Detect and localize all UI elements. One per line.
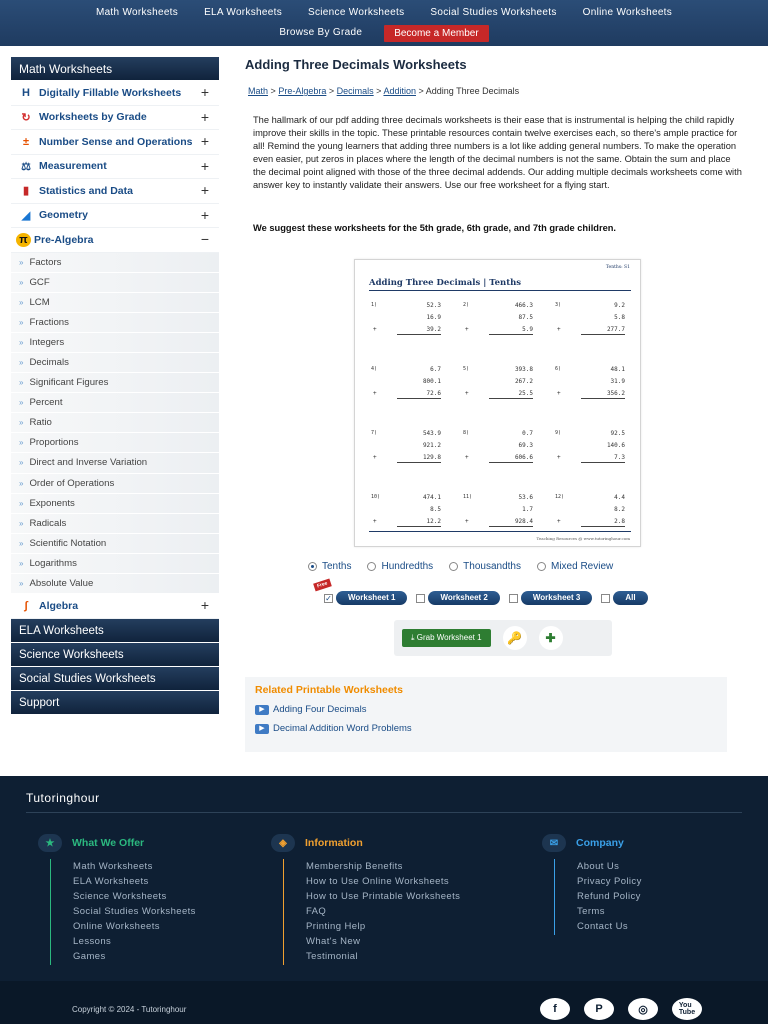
worksheet-1-option[interactable] <box>316 580 407 605</box>
worksheet-2-option[interactable] <box>416 591 499 605</box>
star-icon: ★ <box>38 834 62 852</box>
sum-line <box>397 334 441 335</box>
worksheet-buttons <box>316 580 648 605</box>
sidebar-subitem-label: Scientific Notation <box>29 537 107 549</box>
radio-label: Hundredths <box>381 561 434 572</box>
sidebar-subitem-label: Percent <box>29 397 63 409</box>
problem-addend: 69.3 <box>518 442 533 449</box>
expand-icon[interactable]: + <box>200 597 209 614</box>
footer-column-rule <box>554 859 555 935</box>
answer-key-icon[interactable]: 🔑 <box>503 626 527 650</box>
play-icon: ▶ <box>255 724 269 734</box>
problem-addend: 12.2 <box>426 518 441 525</box>
footer <box>0 776 768 1024</box>
sidebar-subitem-label: Logarithms <box>29 557 77 569</box>
sum-line <box>581 398 625 399</box>
bullet-icon: » <box>19 357 24 367</box>
footer-link[interactable]: How to Use Printable Worksheets <box>306 891 461 902</box>
footer-link[interactable]: Math Worksheets <box>73 861 153 872</box>
problem-addend: 606.6 <box>514 454 533 461</box>
sidebar-subitem[interactable] <box>11 413 219 433</box>
bullet-icon: » <box>19 378 24 388</box>
sidebar-item-algebra[interactable] <box>11 594 219 619</box>
sum-line <box>397 398 441 399</box>
problem-addend: 8.2 <box>614 506 625 513</box>
footer-column-rule <box>283 859 284 965</box>
radio-button[interactable] <box>537 562 546 571</box>
sidebar-item-label: Measurement <box>39 160 107 173</box>
problem-addend: 48.1 <box>610 366 625 373</box>
sidebar-subitem-label: Decimals <box>29 356 69 368</box>
problem-addend: 5.9 <box>522 326 533 333</box>
sidebar-subitem[interactable] <box>11 574 219 594</box>
problem-addend: 277.7 <box>606 326 625 333</box>
problem-number: 4) <box>371 366 378 372</box>
sidebar-subitem[interactable] <box>11 514 219 534</box>
problem-addend: 25.5 <box>518 390 533 397</box>
problem-addend: 87.5 <box>518 314 533 321</box>
breadcrumb-separator: > <box>376 86 382 96</box>
problem-addend: 53.6 <box>518 494 533 501</box>
plus-sign: + <box>465 390 469 397</box>
sidebar-item-worksheets-by-grade[interactable] <box>11 106 219 131</box>
sidebar-subitem-label: Fractions <box>29 316 69 328</box>
sidebar-item-label: Worksheets by Grade <box>39 111 147 124</box>
breadcrumb-addition[interactable]: Addition <box>383 86 416 96</box>
related-worksheets <box>245 677 727 752</box>
problem-addend: 6.7 <box>430 366 441 373</box>
sidebar-item-number-sense[interactable] <box>11 130 219 155</box>
top-navigation <box>0 0 768 46</box>
bullet-icon: » <box>19 518 24 528</box>
sidebar-subitem[interactable] <box>11 474 219 494</box>
footer-column-header <box>542 834 642 852</box>
sidebar-item-label: Pre-Algebra <box>34 233 94 246</box>
bookmark-icon[interactable]: ✚ <box>539 626 563 650</box>
worksheet-problem <box>555 494 625 530</box>
worksheet-problem <box>371 494 441 530</box>
problem-addend: 1.7 <box>522 506 533 513</box>
top-nav-row <box>0 5 768 21</box>
problem-addend: 7.3 <box>614 454 625 461</box>
problem-addend: 928.4 <box>514 518 533 525</box>
problem-addend: 393.8 <box>514 366 533 373</box>
pre-algebra-sublist <box>11 253 219 595</box>
bullet-icon: » <box>19 398 24 408</box>
worksheet-credit: Teaching Resources @ www.tutoringhour.com <box>536 536 630 541</box>
breadcrumb-decimals[interactable]: Decimals <box>336 86 374 96</box>
sidebar-subitem-label: Radicals <box>29 517 67 529</box>
related-adding-four-decimals[interactable] <box>255 704 717 715</box>
footer-link[interactable]: FAQ <box>306 906 327 917</box>
problem-number: 1) <box>371 302 378 308</box>
problem-addend: 72.6 <box>426 390 441 397</box>
all-checkbox[interactable] <box>601 594 610 603</box>
sidebar-header-math[interactable]: Math Worksheets <box>11 57 219 81</box>
problem-addend: 0.7 <box>522 430 533 437</box>
sidebar-subitem[interactable] <box>11 393 219 413</box>
plus-sign: + <box>373 518 377 525</box>
plus-sign: + <box>557 326 561 333</box>
footer-links <box>73 859 196 964</box>
worksheet-3-checkbox[interactable] <box>509 594 518 603</box>
main-content <box>245 57 745 734</box>
expand-icon[interactable]: + <box>200 84 209 100</box>
sidebar-subitem-label: GCF <box>29 276 50 288</box>
all-button[interactable]: All <box>613 591 647 605</box>
worksheet-problem <box>463 494 533 530</box>
problem-number: 9) <box>555 430 562 436</box>
all-option[interactable] <box>601 591 647 605</box>
worksheet-3-option[interactable] <box>509 591 592 605</box>
grade-suggestion: We suggest these worksheets for the 5th grade, 6th grade, and 7th grade children. <box>253 223 617 233</box>
problem-number: 5) <box>463 366 470 372</box>
breadcrumb <box>248 86 519 96</box>
page-title: Adding Three Decimals Worksheets <box>245 57 467 72</box>
problem-addend: 543.9 <box>422 430 441 437</box>
radio-label: Tenths <box>322 561 352 572</box>
copyright-text: Copyright © 2024 - Tutoringhour <box>72 1005 187 1014</box>
worksheet-3-button[interactable]: Worksheet 3 <box>521 591 592 605</box>
sidebar-subitem-label: Order of Operations <box>29 477 115 489</box>
grab-worksheet-button[interactable] <box>402 629 491 647</box>
youtube-icon[interactable]: You Tube <box>672 998 702 1020</box>
footer-link[interactable]: Science Worksheets <box>73 891 167 902</box>
nav-browse-by-grade[interactable]: Browse By Grade <box>279 27 363 38</box>
plus-sign: + <box>373 390 377 397</box>
sidebar-subitem-label: Significant Figures <box>29 377 109 389</box>
radio-tenths[interactable] <box>308 561 351 572</box>
bullet-icon: » <box>19 337 24 347</box>
sidebar-subitem-label: Proportions <box>29 437 79 449</box>
grab-label: Grab Worksheet 1 <box>416 633 482 642</box>
sum-line <box>581 334 625 335</box>
breadcrumb-math[interactable]: Math <box>248 86 269 96</box>
sidebar-subitem[interactable] <box>11 373 219 393</box>
footer-column-header <box>271 834 460 852</box>
problem-number: 12) <box>555 494 565 500</box>
become-member-button[interactable]: Become a Member <box>384 25 488 42</box>
sum-line <box>397 526 441 527</box>
footer-column-company <box>542 834 642 934</box>
worksheet-2-button[interactable]: Worksheet 2 <box>428 591 499 605</box>
sidebar-item-geometry[interactable] <box>11 204 219 229</box>
layers-icon: ◈ <box>271 834 295 852</box>
problem-addend: 356.2 <box>606 390 625 397</box>
footer-divider <box>26 812 742 813</box>
problem-addend: 921.2 <box>422 442 441 449</box>
worksheet-problem <box>463 430 533 466</box>
worksheet-problem <box>463 366 533 402</box>
bullet-icon: » <box>19 538 24 548</box>
sidebar-subitem-label: LCM <box>29 296 50 308</box>
footer-link[interactable]: Testimonial <box>306 951 358 962</box>
worksheet-problem <box>371 302 441 338</box>
radio-button[interactable] <box>449 562 458 571</box>
problem-addend: 92.5 <box>610 430 625 437</box>
footer-link[interactable]: How to Use Online Worksheets <box>306 876 450 887</box>
top-nav-row-2 <box>0 25 768 42</box>
footer-link[interactable]: Printing Help <box>306 921 366 932</box>
worksheet-problem <box>463 302 533 338</box>
sidebar-item-statistics[interactable] <box>11 179 219 204</box>
sidebar-item-label: Algebra <box>39 599 79 612</box>
footer-column-offer <box>38 834 196 964</box>
problem-addend: 466.3 <box>514 302 533 309</box>
problem-addend: 474.1 <box>422 494 441 501</box>
radio-label: Thousandths <box>463 561 521 572</box>
radio-button[interactable] <box>308 562 317 571</box>
footer-link[interactable]: About Us <box>577 861 620 872</box>
bullet-icon: » <box>19 277 24 287</box>
mail-icon: ✉ <box>542 834 566 852</box>
sidebar-subitem-label: Exponents <box>29 497 75 509</box>
plus-sign: + <box>557 518 561 525</box>
footer-link[interactable]: Refund Policy <box>577 891 641 902</box>
sum-line <box>489 526 533 527</box>
footer-link[interactable]: Terms <box>577 906 605 917</box>
bullet-icon: » <box>19 297 24 307</box>
worksheet-problem <box>371 366 441 402</box>
footer-column-title: Information <box>305 837 363 849</box>
plus-sign: + <box>557 390 561 397</box>
footer-brand: Tutoringhour <box>26 791 100 805</box>
sidebar-subitem-label: Integers <box>29 336 65 348</box>
action-bar <box>394 620 612 656</box>
radio-thousandths[interactable] <box>449 561 521 572</box>
fillable-icon: H <box>22 86 30 99</box>
related-label: Decimal Addition Word Problems <box>273 723 412 734</box>
footer-link[interactable]: Membership Benefits <box>306 861 403 872</box>
grade-icon: ↻ <box>21 111 31 124</box>
intro-paragraph: The hallmark of our pdf adding three decimals worksheets is their ease that is instrumental is helping the child rapidly improve their skills in the topic. These printable resources contain twelve exercises each, so there's ample practice for all! Remind the young learners that adding three numbers is a lot like adding general numbers. To make the operation even easier, put zeros in places where the length of the decimal numbers is not the same. Obtain the sum and place the decimal point aligned with those of the three decimal addends. Our adding multiple decimals worksheets come with answer key to instantly validate their answers. Use our free worksheet for a flying start. <box>253 115 742 190</box>
problem-addend: 267.2 <box>514 378 533 385</box>
free-badge: Free <box>313 579 331 592</box>
problem-addend: 4.4 <box>614 494 625 501</box>
bullet-icon: » <box>19 438 24 448</box>
worksheet-footer-rule <box>369 531 631 532</box>
sidebar-subitem[interactable] <box>11 433 219 453</box>
bullet-icon: » <box>19 579 24 588</box>
problem-number: 10) <box>371 494 381 500</box>
nav-online-worksheets[interactable]: Online Worksheets <box>582 7 673 18</box>
sidebar-section-support[interactable]: Support <box>11 691 219 715</box>
sidebar-subitem[interactable] <box>11 353 219 373</box>
footer-link[interactable]: Online Worksheets <box>73 921 160 932</box>
breadcrumb-separator: > <box>328 86 335 96</box>
problem-addend: 39.2 <box>426 326 441 333</box>
radio-mixed-review[interactable] <box>537 561 613 572</box>
sidebar-subitem[interactable] <box>11 273 219 293</box>
copyright-bar <box>0 981 768 1024</box>
sidebar-subitem[interactable] <box>11 534 219 554</box>
download-icon: ⤓ <box>411 633 417 642</box>
problem-number: 11) <box>463 494 473 500</box>
social-links <box>540 998 702 1020</box>
nav-social-studies-worksheets[interactable]: Social Studies Worksheets <box>430 7 557 18</box>
sidebar-subitem[interactable] <box>11 333 219 353</box>
footer-column-header <box>38 834 196 852</box>
sidebar-subitem[interactable] <box>11 453 219 473</box>
breadcrumb-pre-algebra[interactable]: Pre-Algebra <box>278 86 327 96</box>
algebra-icon: ∫ <box>24 599 28 612</box>
bullet-icon: » <box>19 257 24 267</box>
breadcrumb-separator: > <box>418 86 424 96</box>
footer-links <box>306 859 460 964</box>
scale-icon: ⚖ <box>21 160 31 173</box>
sidebar-item-label: Digitally Fillable Worksheets <box>39 86 182 99</box>
worksheet-title-rule <box>369 290 631 291</box>
sum-line <box>489 462 533 463</box>
problem-number: 3) <box>555 302 562 308</box>
worksheet-problem <box>555 430 625 466</box>
sidebar-section-social-studies[interactable]: Social Studies Worksheets <box>11 667 219 691</box>
problem-addend: 31.9 <box>610 378 625 385</box>
sum-line <box>581 526 625 527</box>
worksheet-problem <box>371 430 441 466</box>
collapse-icon[interactable]: − <box>200 231 209 247</box>
sidebar-item-digitally-fillable[interactable] <box>11 81 219 106</box>
pinterest-icon[interactable]: P <box>584 998 614 1020</box>
footer-column-title: What We Offer <box>72 837 145 849</box>
nav-science-worksheets[interactable]: Science Worksheets <box>308 7 405 18</box>
plus-sign: + <box>557 454 561 461</box>
breadcrumb-current: Adding Three Decimals <box>425 86 520 96</box>
problem-number: 6) <box>555 366 562 372</box>
problem-number: 2) <box>463 302 470 308</box>
problem-number: 7) <box>371 430 378 436</box>
radio-button[interactable] <box>367 562 376 571</box>
plus-sign: + <box>465 326 469 333</box>
problem-addend: 2.8 <box>614 518 625 525</box>
sidebar-subitem[interactable] <box>11 313 219 333</box>
bullet-icon: » <box>19 458 24 468</box>
bullet-icon: » <box>19 558 24 568</box>
instagram-icon[interactable]: ◎ <box>628 998 658 1020</box>
problem-addend: 129.8 <box>422 454 441 461</box>
plus-sign: + <box>465 518 469 525</box>
breadcrumb-separator: > <box>270 86 276 96</box>
sidebar-subitem[interactable] <box>11 554 219 574</box>
worksheet-preview[interactable] <box>354 259 641 547</box>
related-title: Related Printable Worksheets <box>255 684 404 696</box>
plus-sign: + <box>373 326 377 333</box>
footer-column-information <box>271 834 460 964</box>
footer-link[interactable]: Social Studies Worksheets <box>73 906 196 917</box>
sidebar-subitem-label: Absolute Value <box>29 578 94 589</box>
worksheet-1-button[interactable]: Worksheet 1 <box>336 591 407 605</box>
problem-addend: 9.2 <box>614 302 625 309</box>
sidebar-item-measurement[interactable] <box>11 155 219 180</box>
worksheet-1-checkbox[interactable]: ✓ <box>325 593 332 603</box>
sidebar-item-label: Number Sense and Operations <box>39 135 193 148</box>
radio-label: Mixed Review <box>551 561 614 572</box>
plus-sign: + <box>373 454 377 461</box>
nav-math-worksheets[interactable]: Math Worksheets <box>95 7 179 18</box>
worksheet-problem <box>555 366 625 402</box>
pi-icon: π <box>16 233 31 247</box>
footer-link[interactable]: ELA Worksheets <box>73 876 149 887</box>
play-icon: ▶ <box>255 705 269 715</box>
footer-column-rule <box>50 859 51 965</box>
sidebar-item-pre-algebra[interactable] <box>11 228 219 253</box>
expand-icon[interactable]: + <box>200 133 209 149</box>
bullet-icon: » <box>19 418 24 428</box>
footer-link[interactable]: What's New <box>306 936 361 947</box>
expand-icon[interactable]: + <box>200 157 209 174</box>
related-label: Adding Four Decimals <box>273 704 367 715</box>
worksheet-corner-label: Tenths: S1 <box>605 265 630 270</box>
footer-link[interactable]: Contact Us <box>577 921 628 932</box>
problem-number: 8) <box>463 430 470 436</box>
expand-icon[interactable]: + <box>200 206 209 223</box>
footer-column-title: Company <box>576 837 624 849</box>
sidebar-section-ela[interactable]: ELA Worksheets <box>11 619 219 643</box>
sum-line <box>397 462 441 463</box>
sidebar <box>11 57 219 715</box>
sum-line <box>489 334 533 335</box>
problem-addend: 800.1 <box>422 378 441 385</box>
level-radio-group <box>308 561 748 572</box>
problem-addend: 140.6 <box>606 442 625 449</box>
radio-hundredths[interactable] <box>367 561 433 572</box>
expand-icon[interactable]: + <box>200 108 209 125</box>
worksheet-title: Adding Three Decimals | Tenths <box>369 278 522 288</box>
sidebar-item-label: Geometry <box>39 209 89 222</box>
problem-addend: 8.5 <box>430 506 441 513</box>
bullet-icon: » <box>19 478 24 488</box>
footer-link[interactable]: Lessons <box>73 936 112 947</box>
sum-line <box>489 398 533 399</box>
sidebar-subitem[interactable] <box>11 494 219 514</box>
sidebar-subitem-label: Factors <box>29 256 62 268</box>
bullet-icon: » <box>19 317 24 327</box>
bullet-icon: » <box>19 498 24 508</box>
sidebar-subitem-label: Direct and Inverse Variation <box>29 457 148 469</box>
footer-link[interactable]: Privacy Policy <box>577 876 642 887</box>
plus-sign: + <box>465 454 469 461</box>
footer-link[interactable]: Games <box>73 951 106 962</box>
worksheet-2-checkbox[interactable] <box>416 594 425 603</box>
related-decimal-word-problems[interactable] <box>255 723 717 734</box>
sidebar-subitem[interactable] <box>11 293 219 313</box>
nav-ela-worksheets[interactable]: ELA Worksheets <box>204 7 283 18</box>
sidebar-subitem-label: Ratio <box>29 417 52 429</box>
sidebar-item-label: Statistics and Data <box>39 184 133 197</box>
geometry-icon: ◢ <box>21 209 31 222</box>
footer-links <box>577 859 642 934</box>
sum-line <box>581 462 625 463</box>
problem-addend: 16.9 <box>426 314 441 321</box>
sidebar-section-science[interactable]: Science Worksheets <box>11 643 219 667</box>
worksheet-problem <box>555 302 625 338</box>
bar-chart-icon: ▮ <box>22 185 30 198</box>
problem-addend: 52.3 <box>426 302 441 309</box>
facebook-icon[interactable]: f <box>540 998 570 1020</box>
problem-addend: 5.8 <box>614 314 625 321</box>
expand-icon[interactable]: + <box>200 182 209 198</box>
sidebar-subitem[interactable] <box>11 253 219 273</box>
operations-icon: ± <box>22 135 30 148</box>
